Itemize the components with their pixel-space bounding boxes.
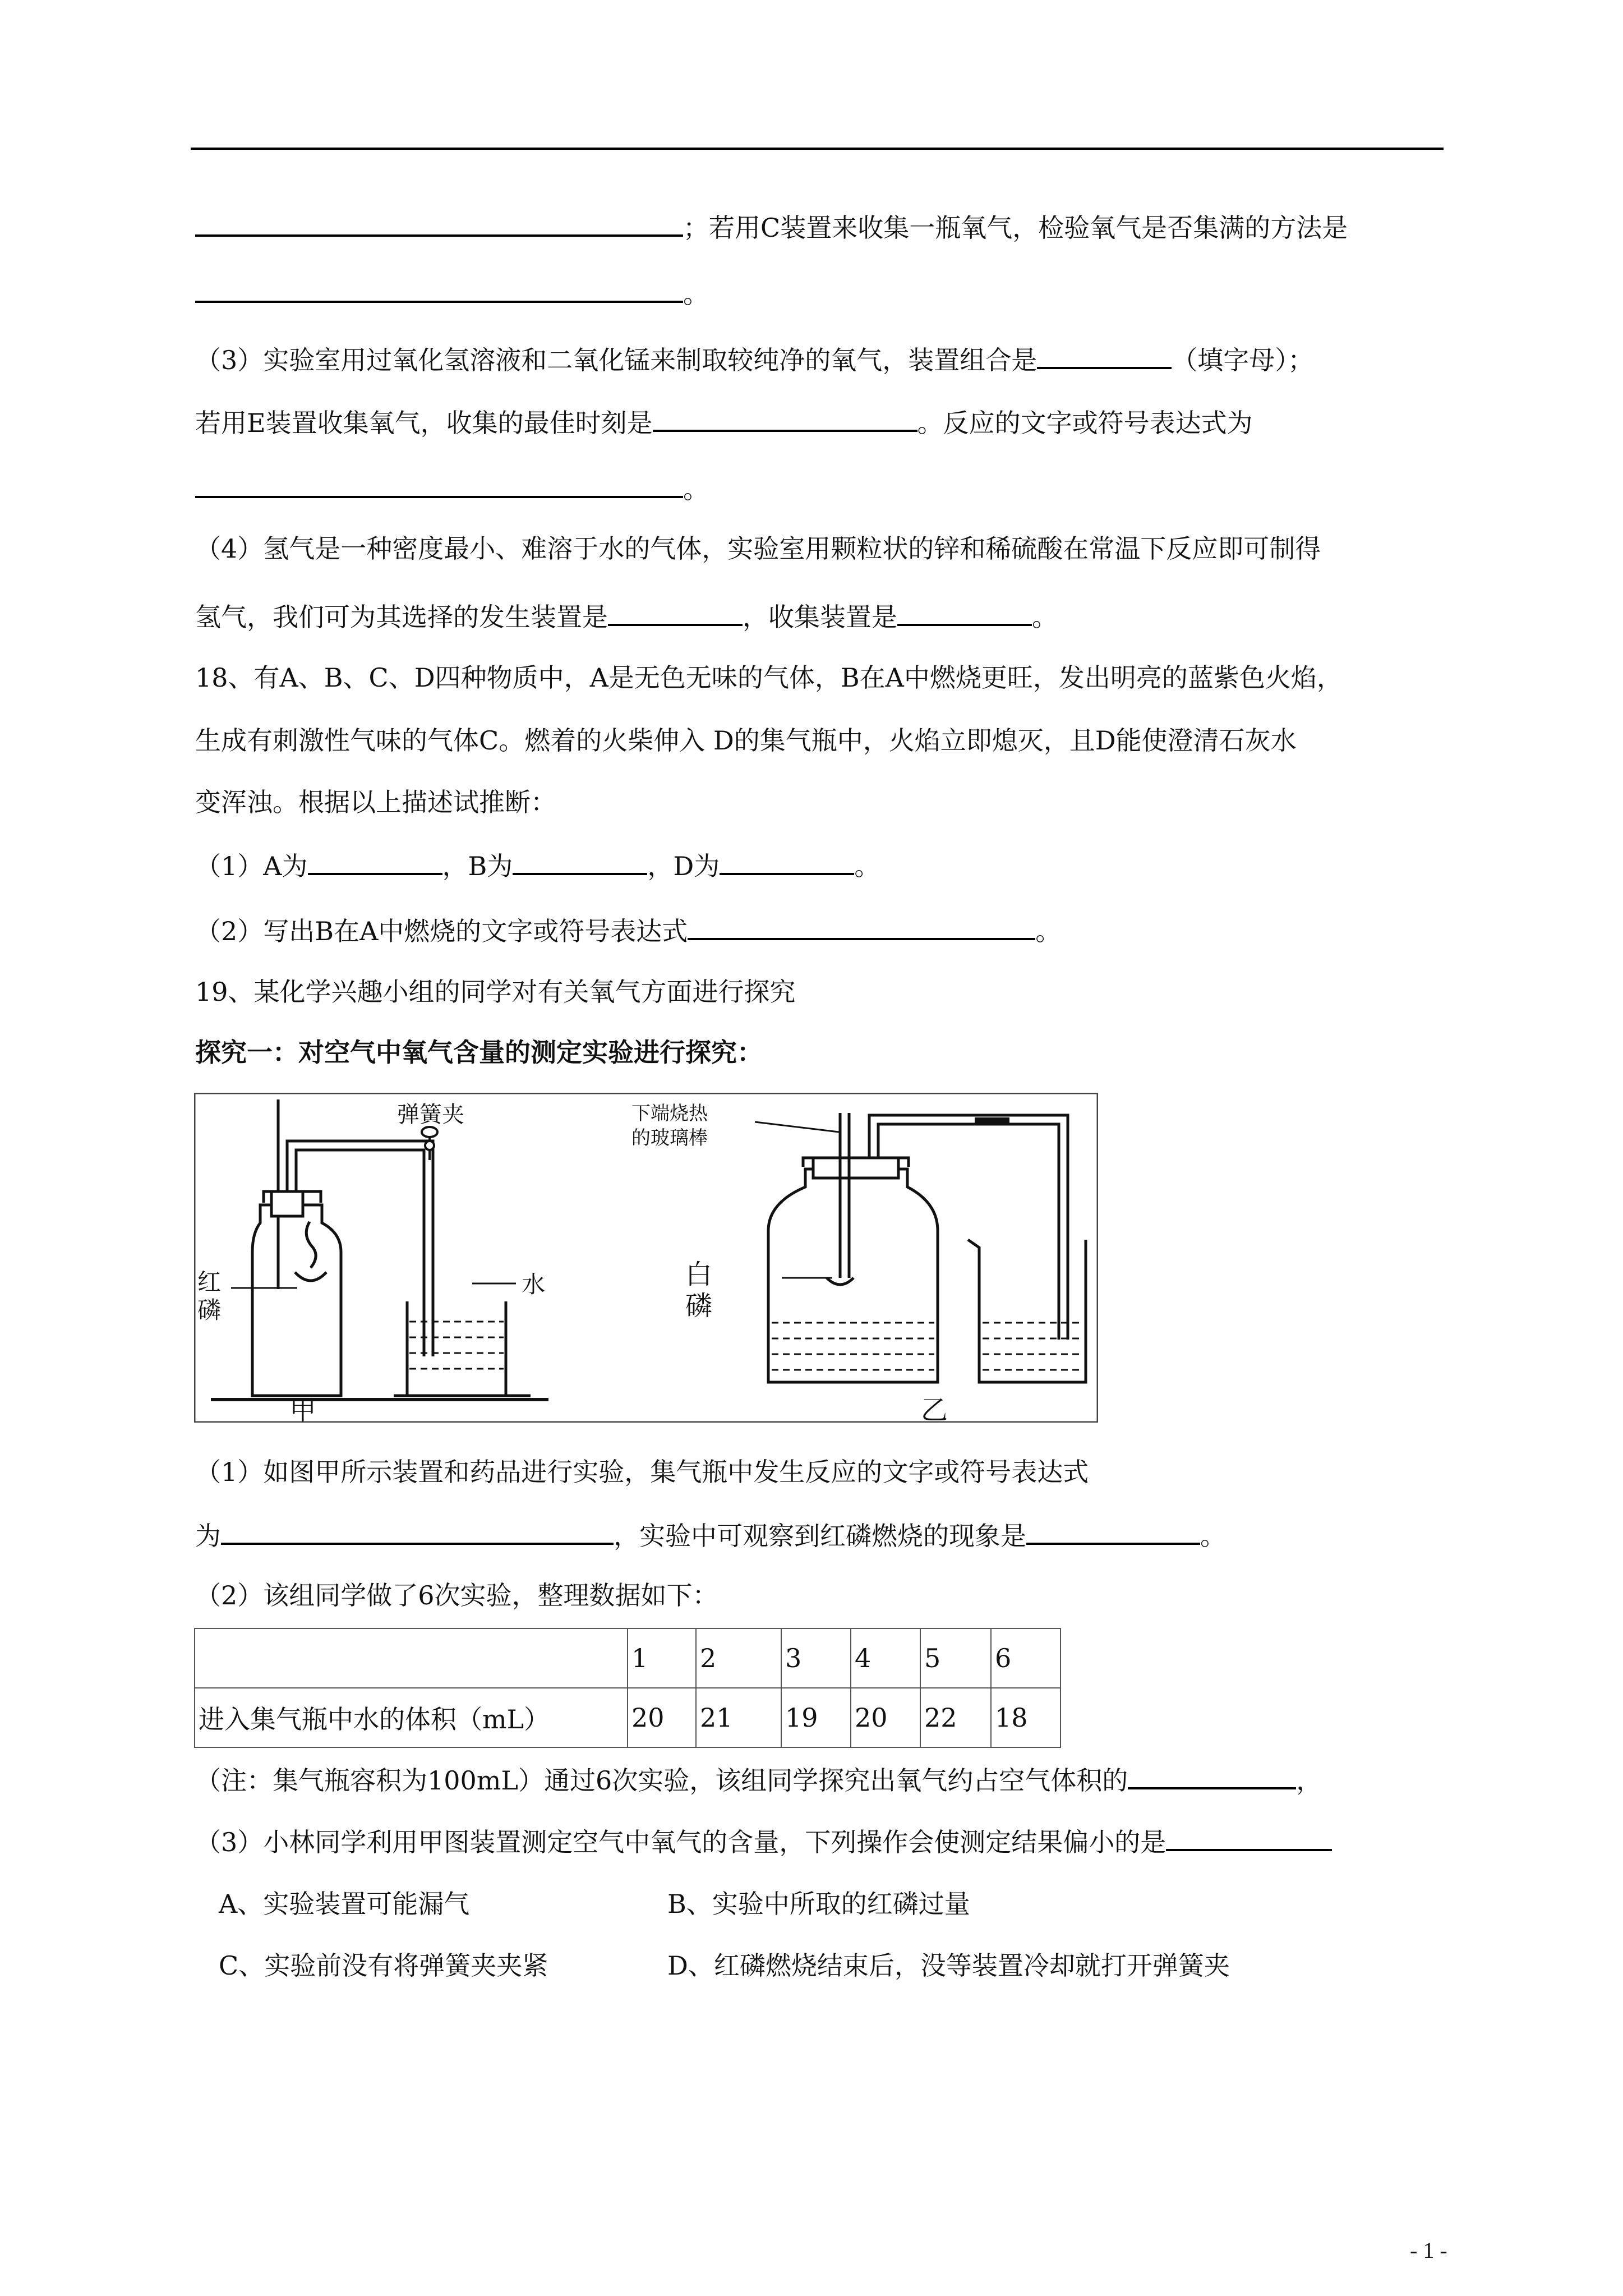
table-header-row	[195, 1628, 1061, 1688]
text-line	[195, 275, 709, 311]
label-red-phosphorus-2: 磷	[197, 1296, 222, 1324]
answer-blank[interactable]	[308, 847, 442, 875]
text: 。	[1032, 602, 1058, 632]
answer-blank[interactable]	[1037, 341, 1172, 369]
question-3-line-1	[195, 341, 1313, 377]
text: ，实验中可观察到红磷燃烧的现象是	[614, 1521, 1026, 1551]
text: （1）A为	[195, 851, 308, 881]
text: （3）小林同学利用甲图装置测定空气中氧气的含量，下列操作会使测定结果偏小的是	[195, 1827, 1166, 1857]
text: ，收集装置是	[743, 602, 897, 632]
header-rule	[191, 148, 1444, 150]
question-18-line-2	[195, 724, 1297, 757]
explore-1-heading	[195, 1036, 763, 1069]
apparatus-yi	[768, 1113, 1086, 1382]
question-3-line-3	[195, 470, 709, 506]
label-jia: 甲	[289, 1395, 317, 1423]
table-cell: 5	[920, 1628, 991, 1688]
text: 18、有A、B、C、D四种物质中，A是无色无味的气体，B在A中燃烧更旺，发出明亮的蓝紫色火焰，	[195, 662, 1343, 693]
answer-blank[interactable]	[513, 847, 647, 875]
question-19-sub-1-line-1	[195, 1455, 1089, 1489]
label-heated-rod-2: 的玻璃棒	[631, 1127, 708, 1149]
label-clamp: 弹簧夹	[397, 1102, 464, 1128]
table-cell: 20	[628, 1688, 696, 1747]
text: （4）氢气是一种密度最小、难溶于水的气体，实验室用颗粒状的锌和稀硫酸在常温下反应即可制得	[195, 533, 1321, 564]
text: （填字母）；	[1172, 345, 1314, 375]
question-19-sub-1-line-2	[195, 1517, 1226, 1553]
label-leader-line	[755, 1122, 839, 1132]
question-4-line-1	[195, 532, 1321, 565]
table-cell: 4	[851, 1628, 920, 1688]
answer-blank[interactable]	[195, 275, 683, 303]
text: 若用E装置收集氧气，收集的最佳时刻是	[195, 408, 653, 438]
text: 。	[1200, 1521, 1226, 1551]
text: D、红磷燃烧结束后，没等装置冷却就打开弹簧夹	[667, 1950, 1230, 1981]
text: 19、某化学兴趣小组的同学对有关氧气方面进行探究	[195, 977, 796, 1007]
answer-blank[interactable]	[221, 1517, 614, 1545]
table-cell: 6	[991, 1628, 1061, 1688]
question-18-line-3	[195, 785, 556, 819]
text: 生成有刺激性气味的气体C。燃着的火柴伸入 D的集气瓶中，火焰立即熄灭，且D能使澄清石灰水	[195, 725, 1297, 756]
label-yi: 乙	[921, 1395, 948, 1423]
text: A、实验装置可能漏气	[219, 1889, 470, 1919]
label-white-phosphorus-1: 白	[685, 1259, 713, 1290]
rubber-tube	[975, 1117, 1009, 1125]
text: 。	[1035, 916, 1062, 946]
apparatus-figure	[194, 1093, 1098, 1423]
text: C、实验前没有将弹簧夹夹紧	[219, 1950, 548, 1981]
question-3-line-2	[195, 404, 1253, 440]
text: ，D为	[647, 851, 720, 881]
page-number: - 1 -	[1410, 2238, 1447, 2263]
text: （1）如图甲所示装置和药品进行实验，集气瓶中发生反应的文字或符号表达式	[195, 1457, 1089, 1487]
table-cell: 3	[781, 1628, 851, 1688]
text: 。	[854, 851, 880, 881]
label-water: 水	[522, 1271, 546, 1298]
answer-blank[interactable]	[720, 847, 854, 875]
text: 为	[195, 1521, 221, 1551]
text: （注：集气瓶容积为100mL）通过6次实验，该组同学探究出氧气约占空气体积的	[195, 1765, 1128, 1796]
answer-blank[interactable]	[608, 598, 743, 626]
answer-blank[interactable]	[195, 209, 683, 237]
option-d[interactable]	[667, 1949, 1230, 1982]
text: 。	[683, 474, 709, 504]
text: （2）写出B在A中燃烧的文字或符号表达式	[195, 916, 688, 946]
answer-blank[interactable]	[1128, 1761, 1296, 1789]
table-cell: 1	[628, 1628, 696, 1688]
answer-blank[interactable]	[653, 404, 917, 432]
question-19-sub-2	[195, 1579, 718, 1612]
table-cell: 2	[696, 1628, 781, 1688]
text: 氢气，我们可为其选择的发生装置是	[195, 602, 608, 632]
option-a[interactable]	[219, 1887, 469, 1921]
label-red-phosphorus-1: 红	[197, 1268, 222, 1296]
table-note	[195, 1761, 1322, 1797]
label-white-phosphorus-2: 磷	[685, 1290, 713, 1322]
text: （2）该组同学做了6次实验，整理数据如下：	[195, 1580, 718, 1611]
answer-blank[interactable]	[1026, 1517, 1200, 1545]
option-c[interactable]	[219, 1949, 548, 1982]
text: （3）实验室用过氧化氢溶液和二氧化锰来制取较纯净的氧气，装置组合是	[195, 345, 1038, 375]
water-yi	[772, 1323, 1082, 1370]
table-cell	[195, 1628, 628, 1688]
table-cell: 22	[920, 1688, 991, 1747]
answer-blank[interactable]	[688, 912, 1035, 940]
table-cell: 21	[696, 1688, 781, 1747]
answer-blank[interactable]	[1166, 1823, 1332, 1851]
text-line	[195, 209, 1348, 245]
option-b[interactable]	[667, 1887, 970, 1921]
table-cell: 20	[851, 1688, 920, 1747]
table-cell: 19	[781, 1688, 851, 1747]
text: ；若用C装置来收集一瓶氧气，检验氧气是否集满的方法是	[683, 213, 1348, 243]
table-row-label: 进入集气瓶中水的体积（mL）	[195, 1688, 628, 1747]
text: 探究一：对空气中氧气含量的测定实验进行探究：	[195, 1037, 763, 1068]
text: 变浑浊。根据以上描述试推断：	[195, 787, 556, 817]
apparatus-jia	[211, 1099, 548, 1400]
text: 。	[683, 279, 709, 309]
question-4-line-2	[195, 598, 1058, 634]
answer-blank[interactable]	[195, 470, 683, 498]
text: 。反应的文字或符号表达式为	[917, 408, 1253, 438]
question-18-sub-2	[195, 912, 1061, 948]
answer-blank[interactable]	[897, 598, 1032, 626]
table-row	[195, 1688, 1061, 1747]
question-18-line-1	[195, 661, 1343, 694]
table-cell: 18	[991, 1688, 1061, 1747]
text: ，	[1296, 1765, 1322, 1796]
question-18-sub-1	[195, 847, 880, 883]
text: B、实验中所取的红磷过量	[667, 1889, 970, 1919]
label-heated-rod-1: 下端烧热	[631, 1102, 708, 1125]
text: ，B为	[442, 851, 513, 881]
experiment-table	[194, 1628, 1061, 1748]
question-19-title	[195, 975, 796, 1009]
question-19-sub-3	[195, 1823, 1332, 1859]
